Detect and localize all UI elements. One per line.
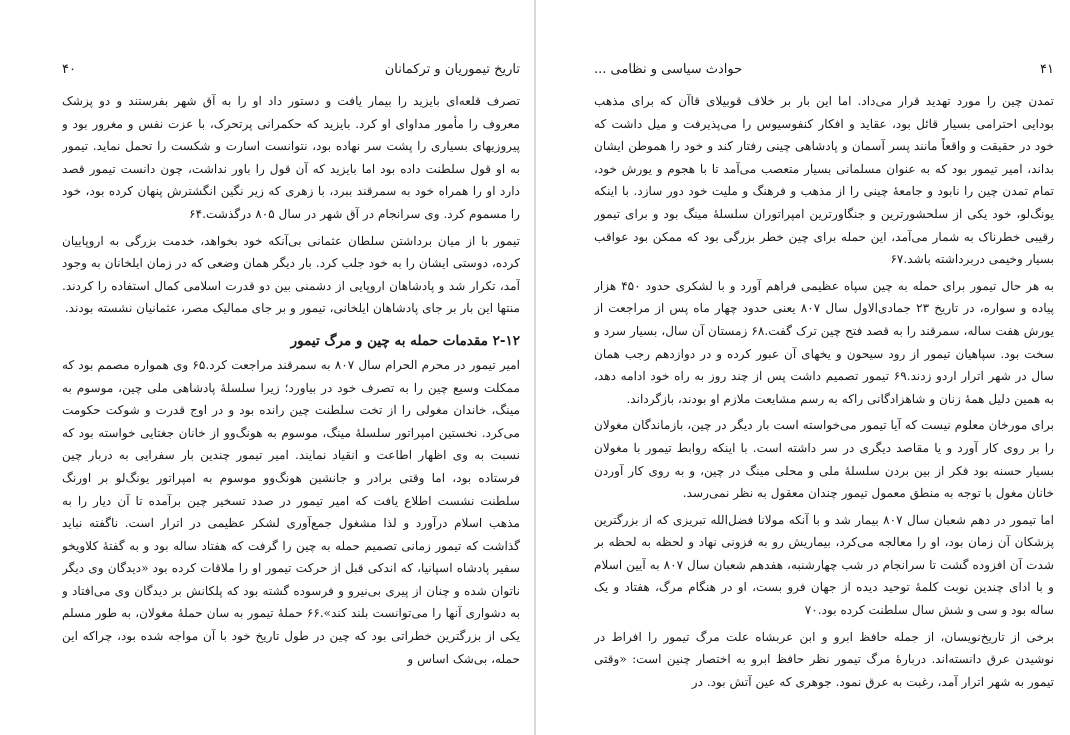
paragraph: تمدن چین را مورد تهدید قرار می‌داد. اما این بار بر خلاف قوبیلای قاآن که برای مذهب بودایی احترامی بسیار قائل بود، عقاید و افکار کنفوسیوس را می‌پذیرفت و میل داشت که خود در حقیقت و واقعاً مانند پسر آسمان و پادشاهی چینی رفتار کند و خود را هموطن ایشان بداند، امیر تیمور بود که به عنوان مسلمانی بسیار متعصب می‌آمد تا با هجوم و یورش خود، تمام تمدن چین را نابود و جامعهٔ چینی را از مذهب و فرهنگ و ملیت خود دور سازد. با اینکه یونگ‌لو، خود یکی از سلحشورترین و جنگاورترین امپراتوران سلسلهٔ مینگ بود و برای تیمور رقیبی خطرناک به شمار می‌آمد، این حمله برای چین خطر بزرگی بود که ممکن بود عواقب بسیار وخیمی دربرداشته باشد.۶۷ (594, 94, 1054, 267)
running-title: تاریخ تیموریان و ترکمانان (384, 62, 520, 77)
right-page (594, 62, 1054, 732)
running-title: حوادث سیاسی و نظامی ... (594, 62, 743, 77)
paragraph: برخی از تاریخ‌نویسان، از جمله حافظ ابرو و ابن عربشاه علت مرگ تیمور را افراط در نوشیدن عرق دانسته‌اند. دربارهٔ مرگ تیمور نظر حافظ ابرو به اختصار چنین است: «وقتی تیمور به شهر اترار آمد، رغبت به عرق نمود. جوهری که عین آتش بود. در (594, 629, 1054, 689)
paragraph: امیر تیمور در محرم الحرام سال ۸۰۷ به سمرقند مراجعت کرد.۶۵ وی همواره مصمم بود که ممکلت وسیع چین را به تصرف خود در بیاورد؛ زیرا سلسلهٔ پادشاهی ملی چین، موسوم به مینگ، خاندان مغولی را از تخت سلطنت چین رانده بود و در اوج قدرت و شوکت حکومت می‌کرد. نخستین امپراتور سلسلهٔ مینگ، موسوم به هونگ‌وو از خانان جغتایی خواسته بود که نسبت به وی اظهار اطاعت و انقیاد نمایند. امیر تیمور چندین بار سفرایی به دربار چین فرستاده بود، اما وقتی برادر و جانشین هونگ‌وو موسوم به امپراتور یونگ‌لو بر اورنگ سلطنت نشست اطلاع یافت که امیر تیمور در صدد تسخیر چین برآمده تا آن دیار را به مذهب اسلام درآورد و لذا مشغول جمع‌آوری لشکر عظیمی در اترار است. ناگفته نباید گذاشت که تیمور زمانی تصمیم حمله به چین را گرفت که هفتاد ساله بود و به گفتهٔ کلاویخو سفیر پادشاه اسپانیا، که اندکی قبل از حرکت تیمور او را ملاقات کرده بود «دیدگان وی دیگر ناتوان شده و چنان از پیری بی‌نیرو و فرسوده گشته بود که پلکانش بر دیدگان وی می‌افتاد و به دشواری آنها را می‌توانست بلند کند».۶۶ حملهٔ تیمور به سان حملهٔ مغولان، به طور مسلم یکی از بزرگترین خطراتی بود که چین در طول تاریخ خود با آن مواجه شده بود، چراکه این حمله، بی‌شک اساس و (62, 357, 520, 666)
paragraph: تیمور با از میان برداشتن سلطان عثمانی بی‌آنکه خود بخواهد، خدمت بزرگی به اروپاییان کرده، دوستی ایشان را به خود جلب کرد. بار دیگر همان وضعی که در زمان ایلخانان به وجود آمد، تکرار شد و پادشاهان اروپایی از دشمنی بین دو قدرت اسلامی کمال استفاده را کردند. منتها این بار بر جای پادشاهان ایلخانی، تیمور و بر جای ممالیک مصر، عثمانیان نشسته بودند. (62, 233, 520, 316)
page-number: ۴۰ (62, 62, 76, 77)
section-heading: ۲-۱۲ مقدمات حمله به چین و مرگ تیمور (290, 332, 520, 349)
left-page-header (62, 62, 520, 84)
right-page-header (594, 62, 1054, 84)
paragraph: برای مورخان معلوم نیست که آیا تیمور می‌خواسته است بار دیگر در چین، بازماندگان مغولان را بر روی کار آورد و یا مقاصد دیگری در سر داشته است. با اینکه روابط تیمور با مغولان بسیار حسنه بود فکر از بین بردن سلسلهٔ ملی و محلی مینگ در چین، و به روی کار آوردن خانان مغول با توجه به منطق معمول تیمور چندان معقول به نظر نمی‌رسد. (594, 418, 1054, 501)
page-gutter (534, 0, 536, 735)
paragraph: به هر حال تیمور برای حمله به چین سپاه عظیمی فراهم آورد و با لشکری حدود ۴۵۰ هزار پیاده و سواره، در تاریخ ۲۳ جمادی‌الاول سال ۸۰۷ یعنی حدود چهار ماه پس از مراجعت از یورش هفت ساله، سمرقند را به قصد فتح چین ترک گفت.۶۸ زمستان آن سال، بسیار سرد و سخت بود. سپاهیان تیمور از رود سیحون و یخهای آن عبور کرده و در دوازدهم رجب همان سال در شهر اترار اردو زدند.۶۹ تیمور تصمیم داشت پس از چند روز به راه خود ادامه دهد، به همین دلیل همهٔ زنان و شاهزادگانی راکه به رسم مشایعت ملازم او بودند، بازگرداند. (594, 278, 1054, 406)
paragraph: تصرف قلعه‌ای بایزید را بیمار یافت و دستور داد او را به آق شهر بفرستند و دو پزشک معروف را مأمور مداوای او کرد. بایزید که حکمرانی پرتحرک، با عزت نفس و مغرور بود و پیروزیهای بسیاری را پشت سر نهاده بود، نتوانست اسارت و شکست را تحمل نماید. تیمور به او قول سلطنت داده بود اما بایزید که آن قول را باور نداشت، چون دانست تیمور قصد دارد او را همراه خود به سمرقند ببرد، با زهری که زیر نگین انگشترش پنهان کرده بود، خود را مسموم کرد. وی سرانجام در آق شهر در سال ۸۰۵ درگذشت.۶۴ (62, 94, 520, 221)
left-page (62, 62, 520, 732)
page-number: ۴۱ (1040, 62, 1054, 77)
paragraph: اما تیمور در دهم شعبان سال ۸۰۷ بیمار شد و با آنکه مولانا فضل‌الله تبریزی که از بزرگترین پزشکان آن زمان بود، او را معالجه می‌کرد، بیماریش رو به فزونی نهاد و لحظه به لحظه بر شدت آن افزوده گشت تا سرانجام در شب چهارشنبه، هفدهم شعبان سال ۸۰۷ به آیین اسلام و با ادای چندین نوبت کلمهٔ توحید دیده از جهان فرو بست، او در هنگام مرگ، هفتاد و یک ساله بود و سی و شش سال سلطنت کرده بود.۷۰ (594, 512, 1054, 618)
